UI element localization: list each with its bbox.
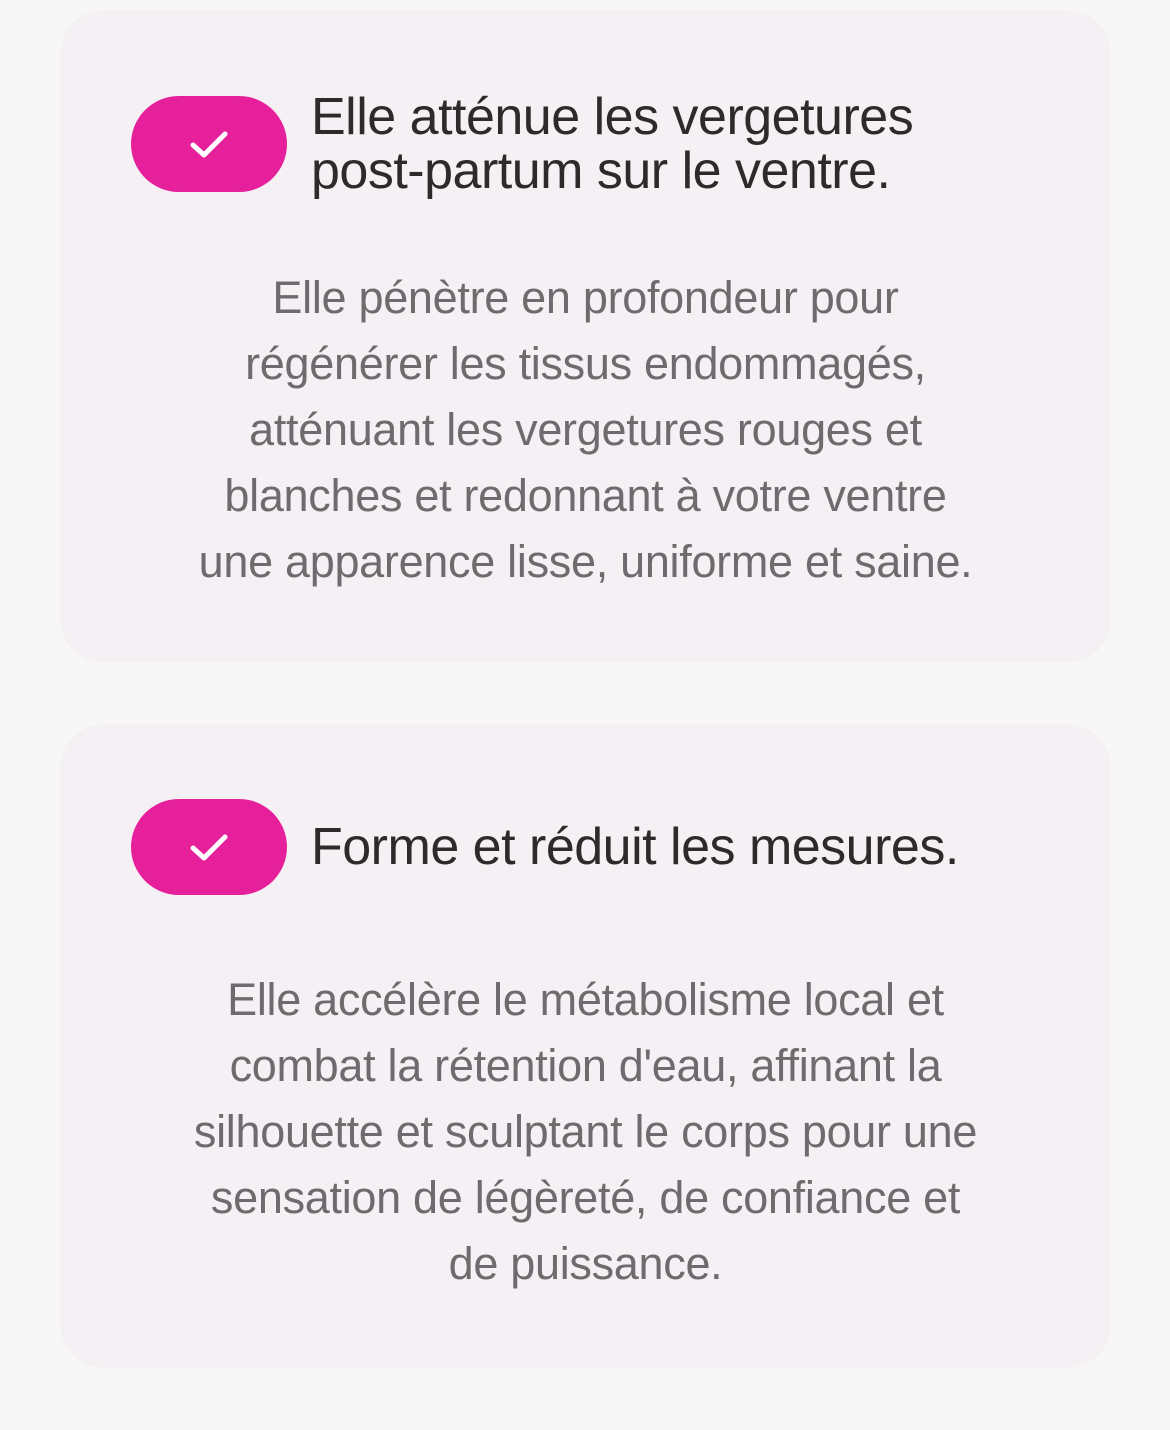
card-description-line: une apparence lisse, uniforme et saine. — [198, 536, 973, 587]
card-description-line: atténuant les vergetures rouges et — [249, 404, 922, 455]
benefit-card-stretch-marks — [60, 10, 1111, 663]
card-title — [311, 820, 959, 874]
card-description-line: Elle accélère le métabolisme local et — [227, 974, 944, 1025]
card-title-line: Forme et réduit les mesures. — [311, 818, 959, 876]
checkmark-icon — [187, 122, 231, 166]
card-description-line: silhouette et sculptant le corps pour une — [193, 1106, 978, 1157]
benefit-card-shaping — [60, 724, 1111, 1368]
card-description — [110, 967, 1061, 1297]
card-title-line: post-partum sur le ventre. — [311, 142, 891, 200]
check-badge — [131, 799, 287, 895]
card-description-line: combat la rétention d'eau, affinant la — [229, 1040, 942, 1091]
card-description-line: blanches et redonnant à votre ventre — [224, 470, 947, 521]
card-description-line: régénérer les tissus endommagés, — [245, 338, 926, 389]
card-header — [131, 799, 1071, 895]
card-description-line: Elle pénètre en profondeur pour — [272, 272, 899, 323]
card-description — [110, 265, 1061, 595]
card-description-line: de puissance. — [448, 1238, 723, 1289]
checkmark-icon — [187, 825, 231, 869]
card-title-line: Elle atténue les vergetures — [311, 88, 914, 146]
card-header — [131, 90, 1071, 198]
check-badge — [131, 96, 287, 192]
card-description-line: sensation de légèreté, de confiance et — [210, 1172, 961, 1223]
card-title — [311, 90, 913, 198]
